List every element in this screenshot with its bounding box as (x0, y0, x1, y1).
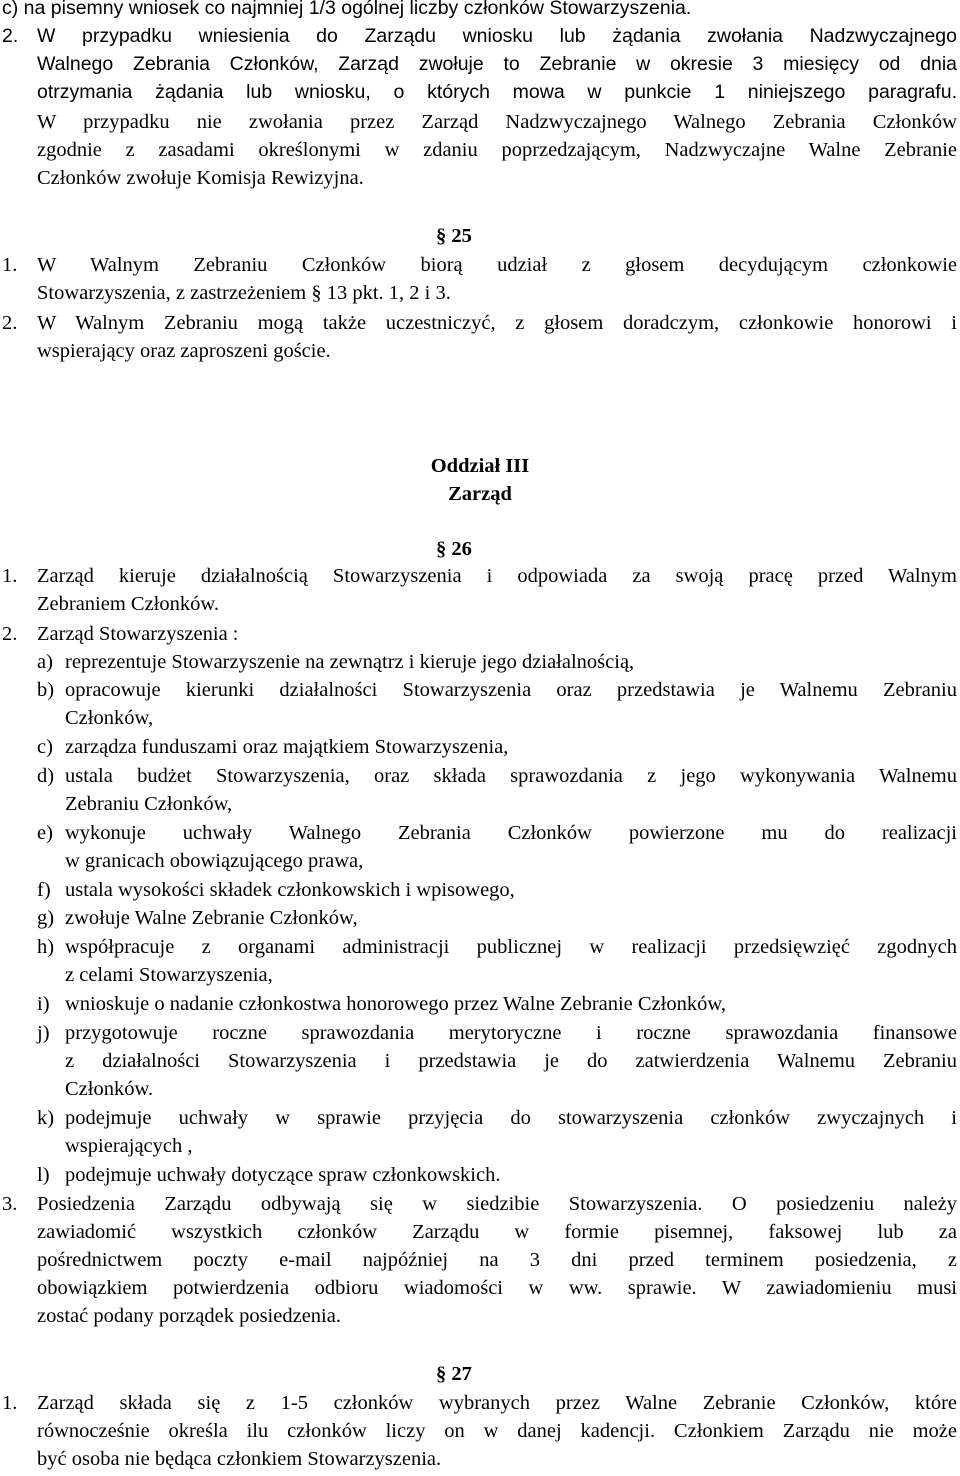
paragraph-line: Członków zwołuje Komisja Rewizyjna. (37, 167, 364, 189)
list-item: ustala wysokości składek członkowskich i wpisowego, (65, 879, 515, 901)
list-label: d) (37, 765, 55, 787)
paragraph-line: równocześnie określa ilu członków liczy on w danej kadencji. Członkiem Zarządu nie może (37, 1420, 957, 1442)
paragraph-line: być osoba nie będąca członkiem Stowarzyszenia. (37, 1448, 442, 1470)
list-item: ustala budżet Stowarzyszenia, oraz składa sprawozdania z jego wykonywania Walnemu (65, 765, 957, 787)
list-label: a) (37, 651, 53, 673)
list-label: l) (37, 1164, 50, 1186)
paragraph-number: 1. (2, 565, 18, 587)
paragraph-number: 1. (2, 254, 18, 276)
paragraph-line: W Walnym Zebraniu Członków biorą udział z głosem decydującym członkowie (37, 254, 957, 276)
list-item: wspierających , (65, 1135, 193, 1157)
paragraph-line: W przypadku wniesienia do Zarządu wniosku lub żądania zwołania Nadzwyczajnego (37, 25, 957, 47)
list-label: k) (37, 1107, 55, 1129)
list-item: wnioskuje o nadanie członkostwa honorowego przez Walne Zebranie Członków, (65, 993, 726, 1015)
section-sign: § (436, 225, 447, 247)
list-label: c) (37, 736, 53, 758)
paragraph-line: Zarząd Stowarzyszenia : (37, 623, 239, 645)
paragraph-line: Stowarzyszenia, z zastrzeżeniem § 13 pkt. 1, 2 i 3. (37, 282, 451, 304)
section-heading-25 (436, 221, 472, 251)
paragraph-number: 2. (2, 25, 19, 47)
section-number: 27 (451, 1363, 472, 1385)
paragraph-line: obowiązkiem potwierdzenia odbioru wiadomości w ww. sprawie. W zawiadomieniu musi (37, 1277, 957, 1299)
paragraph-line: W Walnym Zebraniu mogą także uczestniczyć, z głosem doradczym, członkowie honorowi i (37, 312, 957, 334)
paragraph-number: 1. (2, 1392, 18, 1414)
list-label: f) (37, 879, 51, 901)
list-item: współpracuje z organami administracji publicznej w realizacji przedsięwzięć zgodnych (65, 936, 957, 958)
paragraph-line: zostać podany porządek posiedzenia. (37, 1305, 341, 1327)
list-item: z celami Stowarzyszenia, (65, 964, 273, 986)
list-item: zwołuje Walne Zebranie Członków, (65, 907, 358, 929)
section-heading-27 (436, 1359, 472, 1389)
paragraph-number: 2. (2, 312, 18, 334)
paragraph-number: 3. (2, 1193, 18, 1215)
list-label: j) (37, 1022, 50, 1044)
section-sign: § (436, 538, 447, 560)
paragraph-line: Posiedzenia Zarządu odbywają się w siedzibie Stowarzyszenia. O posiedzeniu należy (37, 1193, 957, 1215)
list-item: przygotowuje roczne sprawozdania merytoryczne i roczne sprawozdania finansowe (65, 1022, 957, 1044)
paragraph-line: pośrednictwem poczty e-mail najpóźniej na 3 dni przed terminem posiedzenia, z (37, 1249, 957, 1271)
list-label: i) (37, 993, 50, 1015)
list-item: wykonuje uchwały Walnego Zebrania Członków powierzone mu do realizacji (65, 822, 957, 844)
list-item: Zebraniu Członków, (65, 793, 233, 815)
list-item: Członków, (65, 707, 154, 729)
list-label: g) (37, 907, 55, 929)
paragraph-line: otrzymania żądania lub wniosku, o których mowa w punkcie 1 niniejszego paragrafu. (37, 81, 957, 103)
list-item: zarządza funduszami oraz majątkiem Stowarzyszenia, (65, 736, 509, 758)
section-number: 25 (451, 225, 472, 247)
paragraph-number: 2. (2, 623, 18, 645)
list-item: w granicach obowiązującego prawa, (65, 850, 364, 872)
paragraph-line: W przypadku nie zwołania przez Zarząd Nadzwyczajnego Walnego Zebrania Członków (37, 111, 957, 133)
paragraph-line: Zebraniem Członków. (37, 593, 219, 615)
paragraph-line: Zarząd składa się z 1-5 członków wybranych przez Walne Zebranie Członków, które (37, 1392, 957, 1414)
paragraph-line: wspierający oraz zaproszeni goście. (37, 340, 331, 362)
list-item: z działalności Stowarzyszenia i przedstawia je do zatwierdzenia Walnemu Zebraniu (65, 1050, 957, 1072)
list-label: b) (37, 679, 55, 701)
list-label: e) (37, 822, 53, 844)
list-item: podejmuje uchwały dotyczące spraw członkowskich. (65, 1164, 501, 1186)
list-item: podejmuje uchwały w sprawie przyjęcia do stowarzyszenia członków zwyczajnych i (65, 1107, 957, 1129)
list-item: Członków. (65, 1078, 154, 1100)
division-title: Oddział III (430, 455, 530, 477)
section-number: 26 (451, 538, 472, 560)
paragraph-line: zawiadomić wszystkich członków Zarządu w formie pisemnej, faksowej lub za (37, 1221, 957, 1243)
list-label: h) (37, 936, 55, 958)
list-item: reprezentuje Stowarzyszenie na zewnątrz i kieruje jego działalnością, (65, 651, 635, 673)
paragraph-line: c) na pisemny wniosek co najmniej 1/3 ogólnej liczby członków Stowarzyszenia. (2, 0, 692, 19)
paragraph-line: Zarząd kieruje działalnością Stowarzyszenia i odpowiada za swoją pracę przed Walnym (37, 565, 957, 587)
division-subtitle: Zarząd (448, 483, 512, 505)
section-sign: § (436, 1363, 447, 1385)
list-item: opracowuje kierunki działalności Stowarzyszenia oraz przedstawia je Walnemu Zebraniu (65, 679, 957, 701)
paragraph-line: Walnego Zebrania Członków, Zarząd zwołuje to Zebranie w okresie 3 miesięcy od dnia (37, 53, 957, 75)
paragraph-line: zgodnie z zasadami określonymi w zdaniu poprzedzającym, Nadzwyczajne Walne Zebranie (37, 139, 957, 161)
section-heading-26 (436, 534, 472, 564)
